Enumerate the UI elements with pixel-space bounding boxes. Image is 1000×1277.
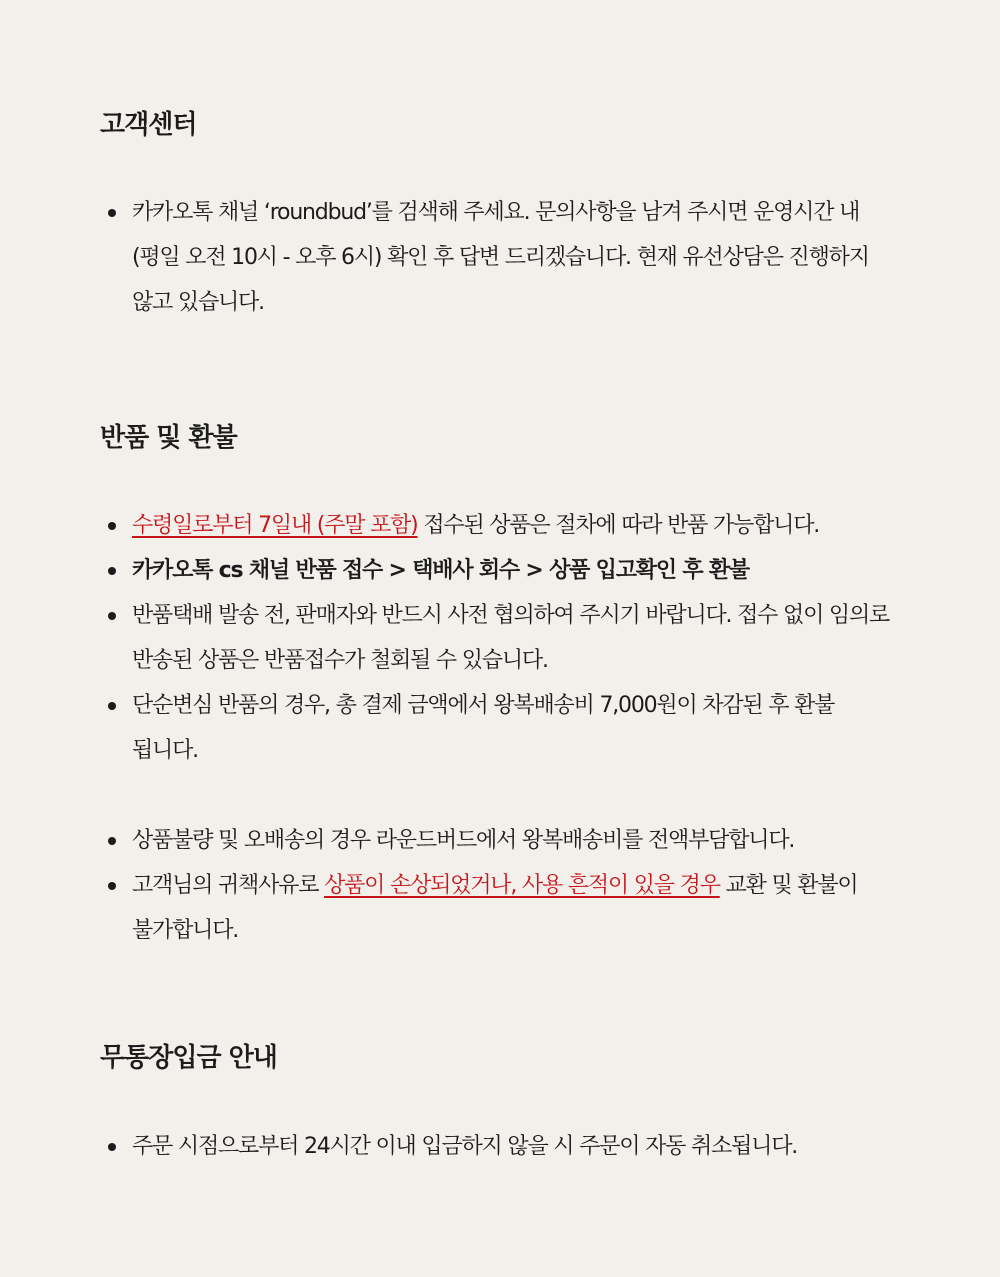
return-period-link[interactable]: 수령일로부터 7일내 (주말 포함) [132,513,418,538]
customer-center-list [100,190,890,325]
list-item: 상품불량 및 오배송의 경우 라운드버드에서 왕복배송비를 전액부담합니다. [100,818,890,863]
returns-title: 반품 및 환불 [100,423,237,453]
list-item [100,503,890,548]
bank-transfer-title: 무통장입금 안내 [100,1043,277,1073]
list-item [100,863,890,953]
list-item: 반품택배 발송 전, 판매자와 반드시 사전 협의하여 주시기 바랍니다. 접수 없이 임의로 반송된 상품은 반품접수가 철회될 수 있습니다. [100,593,890,683]
list-item-text: 접수된 상품은 절차에 따라 반품 가능합니다. [417,513,820,538]
customer-center-title: 고객센터 [100,110,197,140]
returns-list [100,503,890,953]
list-item: 주문 시점으로부터 24시간 이내 입금하지 않을 시 주문이 자동 취소됩니다. [100,1124,890,1169]
list-item-text: 교환 및 환불이 불가합니다. [132,873,858,943]
list-item: 카카오톡 cs 채널 반품 접수 > 택배사 회수 > 상품 입고확인 후 환불 [100,548,890,593]
damage-condition-link[interactable]: 상품이 손상되었거나, 사용 흔적이 있을 경우 [324,873,720,898]
bank-transfer-list [100,1124,890,1169]
list-item: 카카오톡 채널 ‘roundbud’를 검색해 주세요. 문의사항을 남겨 주시면 운영시간 내(평일 오전 10시 - 오후 6시) 확인 후 답변 드리겠습니다. 현재 유선상담은 진행하지 않고 있습니다. [100,190,890,325]
list-item: 단순변심 반품의 경우, 총 결제 금액에서 왕복배송비 7,000원이 차감된 후 환불 됩니다. [100,683,890,773]
list-item-text: 고객님의 귀책사유로 [132,873,325,898]
